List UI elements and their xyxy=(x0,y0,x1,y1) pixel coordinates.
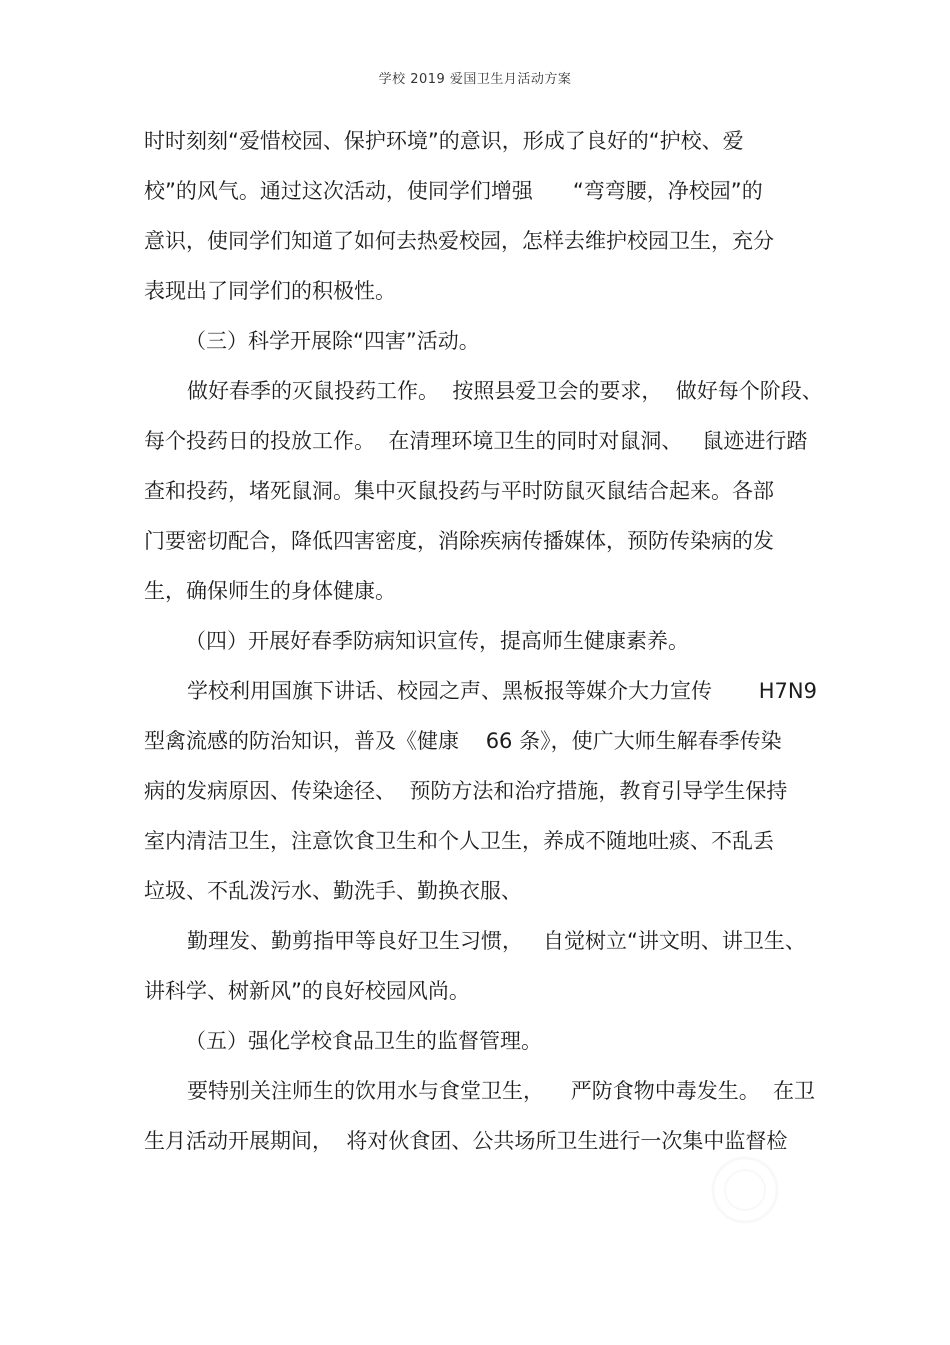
body-line: 时时刻刻“爱惜校园、保护环境”的意识，形成了良好的“护校、爱 xyxy=(144,129,744,153)
section-heading: （四）开展好春季防病知识宣传，提高师生健康素养。 xyxy=(185,629,689,653)
body-line: 门要密切配合，降低四害密度，消除疾病传播媒体，预防传染病的发 xyxy=(144,529,774,553)
body-line: 讲科学、树新风”的良好校园风尚。 xyxy=(144,979,470,1003)
body-line: 室内清洁卫生，注意饮食卫生和个人卫生，养成不随地吐痰、不乱丢 xyxy=(144,829,774,853)
body-line: 每个投药日的投放工作。 在清理环境卫生的同时对鼠洞、 鼠迹进行踏 xyxy=(144,429,808,453)
body-line: 型禽流感的防治知识，普及《健康 66 条》，使广大师生解春季传染 xyxy=(144,729,782,753)
body-line: 病的发病原因、传染途径、 预防方法和治疗措施，教育引导学生保持 xyxy=(144,779,788,803)
body-line: 做好春季的灭鼠投药工作。 按照县爱卫会的要求， 做好每个阶段、 xyxy=(187,379,823,403)
body-line: 校”的风气。通过这次活动，使同学们增强 “弯弯腰，净校园”的 xyxy=(144,179,763,203)
section-heading: （五）强化学校食品卫生的监督管理。 xyxy=(185,1029,542,1053)
body-line: 勤理发、勤剪指甲等良好卫生习惯， 自觉树立“讲文明、讲卫生、 xyxy=(187,929,806,953)
body-line: 生月活动开展期间， 将对伙食团、公共场所卫生进行一次集中监督检 xyxy=(144,1129,788,1153)
body-line: 要特别关注师生的饮用水与食堂卫生， 严防食物中毒发生。 在卫 xyxy=(187,1079,816,1103)
body-line: 学校利用国旗下讲话、校园之声、黑板报等媒介大力宣传 H7N9 xyxy=(187,679,817,703)
body-line: 表现出了同学们的积极性。 xyxy=(144,279,396,303)
faint-watermark-graphic xyxy=(690,1150,800,1230)
body-line: 生，确保师生的身体健康。 xyxy=(144,579,396,603)
body-line: 意识，使同学们知道了如何去热爱校园，怎样去维护校园卫生，充分 xyxy=(144,229,774,253)
body-line: 垃圾、不乱泼污水、勤洗手、勤换衣服、 xyxy=(144,879,522,903)
section-heading: （三）科学开展除“四害”活动。 xyxy=(185,329,480,353)
body-line: 查和投药，堵死鼠洞。集中灭鼠投药与平时防鼠灭鼠结合起来。各部 xyxy=(144,479,774,503)
page-header: 学校 2019 爱国卫生月活动方案 xyxy=(378,72,572,87)
